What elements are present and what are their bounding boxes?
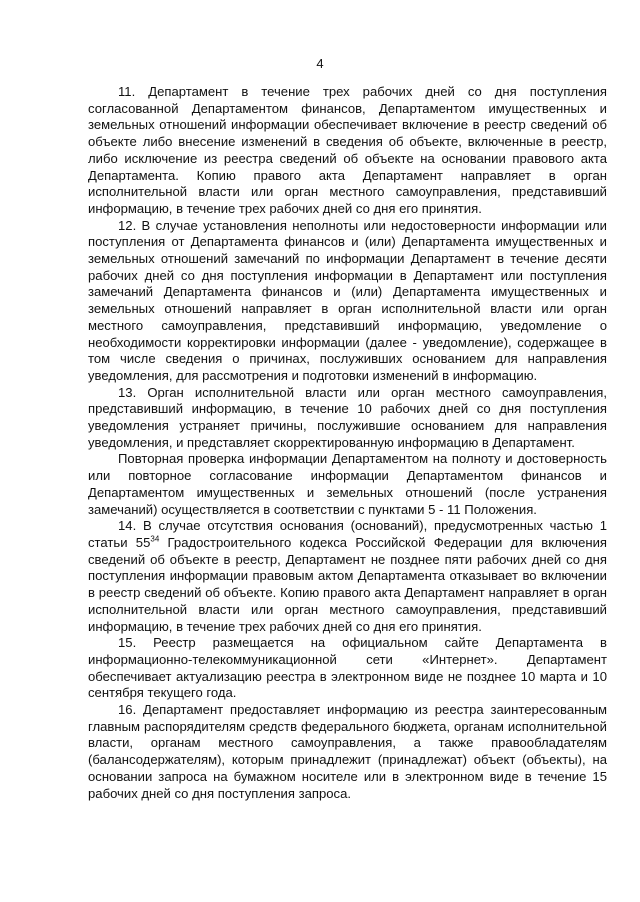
paragraph-11: 11. Департамент в течение трех рабочих дней со дня поступления согласованной Департаментом финансов, Департаментом имущественных и земельных отношений информации обеспечивает включение в реестр сведений об объекте либо внесение изменений в сведения об объекте, включенные в реестр, либо исключение из реестра сведений об объекте на основании правового акта Департамента. Копию правого акта Департамент направляет в орган исполнительной власти или орган местного самоуправления, представивший информацию, в течение трех рабочих дней со дня его принятия.: [88, 84, 607, 216]
paragraph-14-superscript: 34: [150, 534, 160, 544]
page-number: 4: [316, 56, 324, 71]
paragraph-13: 13. Орган исполнительной власти или орган местного самоуправления, представивший информацию, в течение 10 рабочих дней со дня поступления уведомления устраняет причины, послужившие основанием для направления уведомления, и представляет скорректированную информацию в Департамент.: [88, 384, 607, 450]
paragraph-14: [88, 518, 607, 635]
paragraph-14-part-2: Градостроительного кодекса Российской Федерации для включения сведений об объекте в реестр, Департамент не позднее пяти рабочих дней со дня поступления информации правовым актом Департамента отказывает во включении в реестр сведений об объекте. Копию правого акта Департамент направляет в орган исполнительной власти или орган местного самоуправления, представивший информацию, в течение трех рабочих дней со дня его принятия.: [88, 534, 607, 634]
document-body: [88, 84, 607, 802]
paragraph-13-repeat-check: Повторная проверка информации Департаментом на полноту и достоверность или повторное согласование информации Департаментом финансов и Департаментом имущественных и земельных отношений (после устранения замечаний) осуществляется в соответствии с пунктами 5 - 11 Положения.: [88, 451, 607, 517]
paragraph-14-part-1: 14. В случае отсутствия основания (оснований), предусмотренных частью 1 статьи 55: [88, 518, 607, 550]
paragraph-15: 15. Реестр размещается на официальном сайте Департамента в информационно-телекоммуникационной сети «Интернет». Департамент обеспечивает актуализацию реестра в электронном виде не позднее 10 марта и 10 сентября текущего года.: [88, 635, 607, 701]
paragraph-12: 12. В случае установления неполноты или недостоверности информации или поступления от Департамента финансов и (или) Департамента имущественных и земельных отношений замечаний по информации Департамент в течение десяти рабочих дней со дня поступления информации в Департамент или поступления замечаний Департамента финансов и (или) Департамента имущественных и земельных отношений направляет в орган исполнительной власти или орган местного самоуправления, представивший информацию, уведомление о необходимости корректировки информации (далее - уведомление), содержащее в том числе сведения о причинах, послуживших основанием для направления уведомления, для рассмотрения и подготовки изменений в информацию.: [88, 217, 607, 383]
paragraph-16: 16. Департамент предоставляет информацию из реестра заинтересованным главным распорядителям средств федерального бюджета, органам исполнительной власти, органам местного самоуправления, а также правообладателям (балансодержателям), которым принадлежит (принадлежат) объект (объекты), на основании запроса на бумажном носителе или в электронном виде в течение 15 рабочих дней со дня поступления запроса.: [88, 702, 607, 801]
